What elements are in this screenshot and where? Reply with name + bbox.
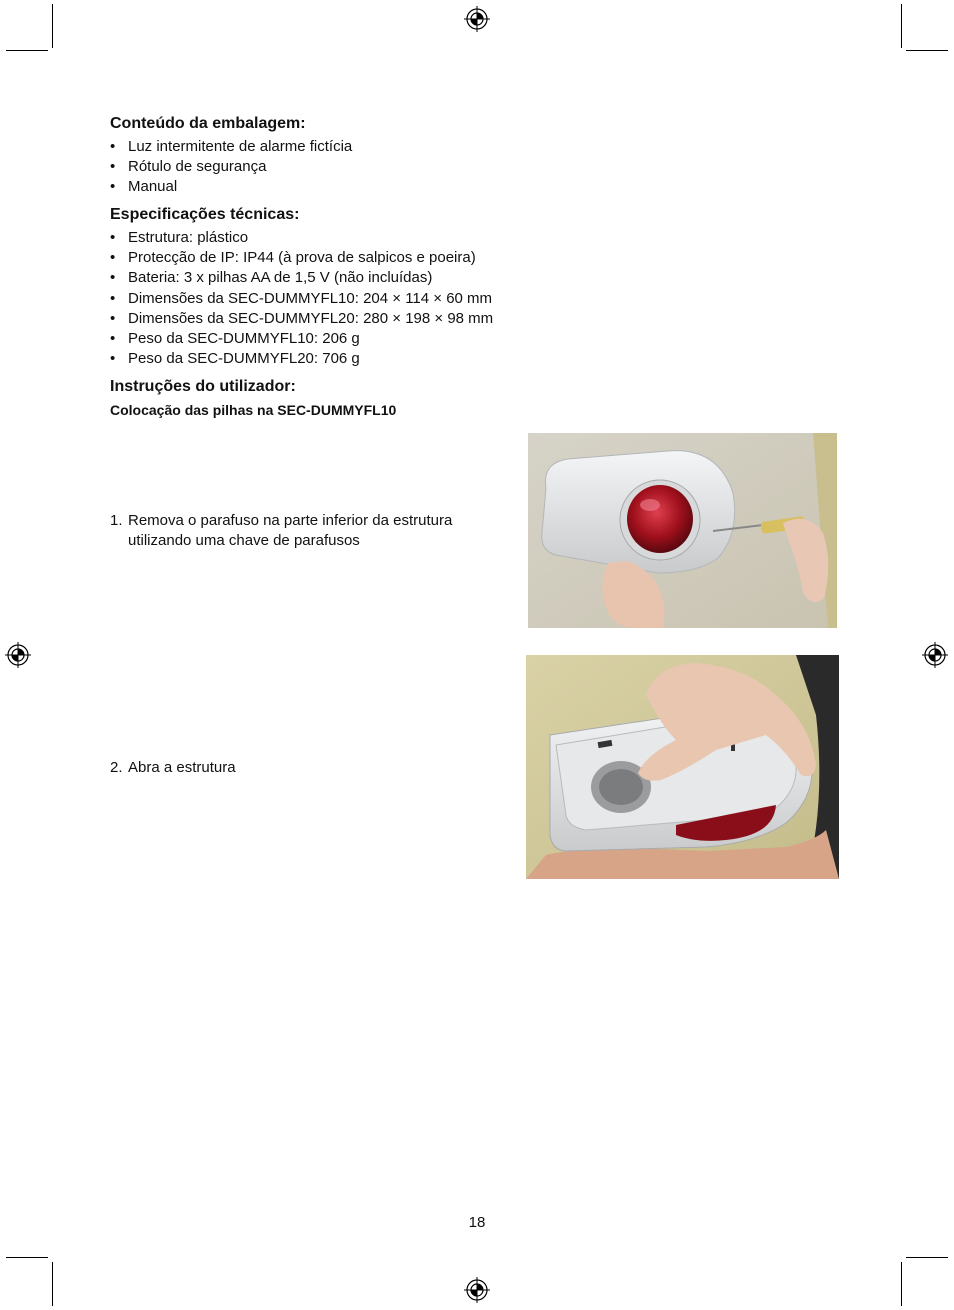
list-item: • Peso da SEC-DUMMYFL10: 206 g (110, 329, 493, 349)
list-item: • Dimensões da SEC-DUMMYFL10: 204 × 114 × 60 mm (110, 289, 493, 309)
crop-mark-icon (52, 1262, 53, 1306)
bullet: • (110, 330, 116, 348)
specifications-list (110, 228, 493, 369)
registration-mark-icon (464, 6, 490, 32)
bullet: • (110, 289, 116, 307)
registration-mark-icon (464, 1277, 490, 1303)
registration-mark-icon (5, 642, 31, 668)
bullet: • (110, 249, 116, 267)
list-item: • Rótulo de segurança (110, 157, 352, 177)
list-item: • Peso da SEC-DUMMYFL20: 706 g (110, 349, 493, 369)
list-item: • Dimensões da SEC-DUMMYFL20: 280 × 198 × 98 mm (110, 309, 493, 329)
crop-mark-icon (901, 1262, 902, 1306)
bullet: • (110, 158, 116, 176)
list-item: • Manual (110, 177, 352, 197)
photo-open-housing-illustration (526, 655, 839, 879)
package-contents-list (110, 137, 352, 198)
step-number: 2. (110, 759, 123, 776)
list-item: • Protecção de IP: IP44 (à prova de salpicos e poeira) (110, 248, 493, 268)
bullet: • (110, 229, 116, 246)
step-number: 1. (110, 512, 123, 529)
crop-mark-icon (901, 4, 902, 48)
package-contents-heading: Conteúdo da embalagem: (110, 115, 306, 132)
page-number: 18 (468, 1214, 486, 1231)
crop-mark-icon (906, 50, 948, 51)
step-1 (110, 511, 452, 551)
list-item: • Bateria: 3 x pilhas AA de 1,5 V (não incluídas) (110, 268, 493, 288)
crop-mark-icon (6, 1257, 48, 1258)
instructions-subheading: Colocação das pilhas na SEC-DUMMYFL10 (110, 402, 397, 418)
step-text-continued: utilizando uma chave de parafusos (128, 532, 360, 549)
bullet: • (110, 178, 116, 196)
instructions-heading: Instruções do utilizador: (110, 378, 296, 395)
step-text: Remova o parafuso na parte inferior da estrutura (128, 512, 453, 529)
registration-mark-icon (922, 642, 948, 668)
bullet: • (110, 138, 116, 155)
crop-mark-icon (52, 4, 53, 48)
bullet: • (110, 309, 116, 327)
photo-open-housing (526, 655, 839, 879)
bullet: • (110, 269, 116, 287)
bullet: • (110, 350, 116, 368)
list-item: • Luz intermitente de alarme fictícia (110, 137, 352, 157)
step-text: Abra a estrutura (128, 759, 236, 776)
list-item: • Estrutura: plástico (110, 228, 493, 248)
crop-mark-icon (906, 1257, 948, 1258)
step-2 (110, 758, 236, 778)
photo-remove-screw (528, 433, 837, 628)
crop-mark-icon (6, 50, 48, 51)
photo-remove-screw-illustration (528, 433, 837, 628)
specifications-heading: Especificações técnicas: (110, 206, 300, 223)
